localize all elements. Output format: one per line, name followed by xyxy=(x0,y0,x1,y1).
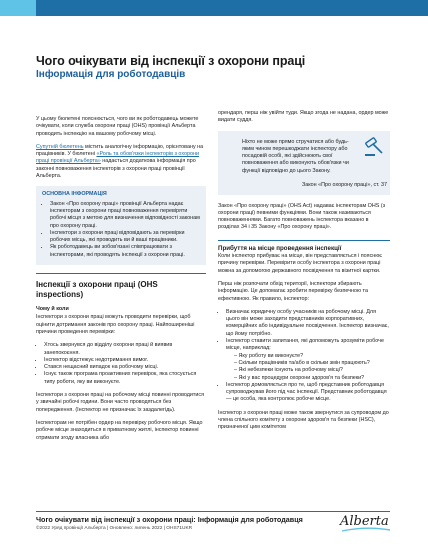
footer-divider xyxy=(36,511,390,512)
alberta-logo: Alberta xyxy=(340,514,389,529)
key-info-item: • Закон «Про охорону праці» провінції Альберта надає інспекторам з охорони праці повноваження перевіряти робочі місця з метою для визначення відповідності законам про охорону праці. xyxy=(50,201,200,230)
key-info-list xyxy=(42,201,200,259)
reason-item: • Хтось звернувся до відділу охорони праці й виявив занепокоєння. xyxy=(44,342,206,357)
section-heading: Інспекції з охорони праці (OHS inspections) xyxy=(36,273,206,300)
reason-item: • Стався нещасний випадок на робочому місці. xyxy=(44,364,206,371)
page-title: Чого очікувати від інспекції з охорони праці xyxy=(36,54,306,68)
key-info-item: • Інспектори з охорони праці відповідають за перевірки робочих місць, які проводить ви й ваші працівники. xyxy=(50,230,200,245)
left-column xyxy=(36,116,206,448)
warrant-paragraph: Інспекторам не потрібен ордер на перевірку робочого місця. Якщо робоче місце знаходиться в приватному житлі, інспектор повинні отримати згоду власника або xyxy=(36,419,203,441)
question-item: – Скільки працівників та/або в скільки змін працюють? xyxy=(234,360,390,367)
law-quote-source: Закон «Про охорону праці», ст. 37 xyxy=(302,181,387,188)
footer-meta: ©2022 Уряд провінції Альберта | Оновлено: липень 2022 | OHS71UKR xyxy=(36,526,193,531)
header-accent xyxy=(0,0,36,16)
question-item: – Які у вас процедури охорони здоров'я та безпеки? xyxy=(234,375,390,382)
hours-paragraph: Інспектори з охорони праці на робочому місці повинні проводитися у звичайні робочі години. Вони часто проводяться без попередження. (Інспектор не призначає їх заздалегідь). xyxy=(36,392,205,413)
act-reference: Закон «Про охорону праці» (OHS Act) надаває інспекторам OHS (з охорони праці) певними функціями. Вони також називаються повноваженнями. Багато повноважень інспектора вказано в розділах 34 і 35 Закону «Про охорону праці». xyxy=(218,202,386,231)
why-paragraph: Інспектори з охорони праці можуть проводити перевірки, щоб оцінити дотримання законів про охорону праці. Найпоширеніші причини проведення перевірки: xyxy=(36,314,195,335)
key-info-item: • Як роботодавець ви зобов'язані співпрацювати з інспекторами, які проводять інспекції з охорони праці. xyxy=(50,244,200,259)
role-link[interactable]: «Роль та обов'язки інспекторів з охорони праці провінції Альберта» xyxy=(36,151,199,165)
key-info-title: ОСНОВНА ІНФОРМАЦІЯ xyxy=(42,191,107,198)
reason-item: • Інспектор відстежує недотримання вимог. xyxy=(44,357,206,364)
steps-list xyxy=(218,309,390,404)
logo-swoosh-icon xyxy=(340,527,392,533)
law-quote-box xyxy=(218,131,390,195)
question-item: – Які небезпеки існують на робочому місці? xyxy=(234,367,390,374)
why-heading: Чому й коли xyxy=(36,306,69,313)
reason-item: • Існує також програма проактивних перевірок, яка стосується типу роботи, яку ви виконуєте. xyxy=(44,371,206,386)
companion-paragraph: Супутній бюлетень містить аналогічну інформацію, орієнтовану на працівників. У бюлетені «Роль та обов'язки інспекторів з охорони праці провінції Альберта» надається додаткова інформація про законні повноваження інспекторів з охорони праці провінції Альберта. xyxy=(36,143,204,180)
law-quote: Ніхто не може прямо стручатися або будь-яким чином перешкоджати інспектору або посадовій особі, які здійснюють свої повноваження або виконують обов'язки чи функції відповідно до цього Закону. xyxy=(242,138,349,174)
gavel-icon xyxy=(362,135,386,159)
step-item: • Визначає юридичну особу учасників на робочому місці. Для цього він може заходити представників корпоративних, комерційних або індивідуальне посвідчення. Інспектор визначає, що йому потрібно. xyxy=(226,309,390,338)
page-subtitle: Інформація для роботодавців xyxy=(36,69,186,80)
question-item: – Яку роботу ви виконуєте? xyxy=(234,353,390,360)
companion-link[interactable]: Супутній бюлетень xyxy=(36,143,84,150)
arrival-heading: Прибуття на місце проведення інспекції xyxy=(218,240,390,252)
step-item: • Інспектор ставити запитання, які допоможуть зрозуміти робоче місце, наприклад: – Яку роботу ви виконуєте? – Скільки працівників та/або в скільки змін працюють? – Які небезпеки існують на робочому місці? – Які у вас процедури охорони здоров'я та безпеки? xyxy=(226,338,390,382)
header-band xyxy=(0,0,428,18)
step-item: • Інспектор домовляється про те, щоб представник роботодавця супроводжував його під час інспекції. Представник роботодавця — це особа, яка контролює робоче місце. xyxy=(226,382,390,404)
header-bar xyxy=(36,0,428,16)
consent-paragraph: орендаря, перш ніж увійти туди. Якщо згода не надана, ордер може видати суддя. xyxy=(218,110,389,124)
intro-paragraph: У цьому бюлетені пояснюється, чого ви як роботодавець можете очікувати, коли служба охорони праці (OHS) провінції Альберта проводить інспекцію на вашому робочому місці. xyxy=(36,116,199,137)
footer-title: Чого очікувати від інспекції з охорони праці: Інформація для роботодавця xyxy=(36,515,303,524)
before-walk-paragraph: Перш ніж розпочати обхід території, інспектори збирають інформацію. Це допомагає зробити перевірку безпечною та ефективною. Як правило, інспектор: xyxy=(218,280,368,302)
arrival-paragraph: Коли інспектор прибуває на місце, він представляється і пояснює причину перевірки. Перевірити особу інспектора з охорони праці можна за допомогою державного посвідчення та візитної картки. xyxy=(218,253,383,274)
committee-paragraph: Інспектор з охорони праці може також звернутися за супроводом до члена спільного комітету з охорони здоров'я та безпеки (HSC), призначеної цим комітетом xyxy=(218,409,389,431)
reasons-list xyxy=(36,342,206,386)
key-info-box xyxy=(36,186,206,265)
questions-list xyxy=(226,353,390,382)
right-column xyxy=(218,110,390,438)
